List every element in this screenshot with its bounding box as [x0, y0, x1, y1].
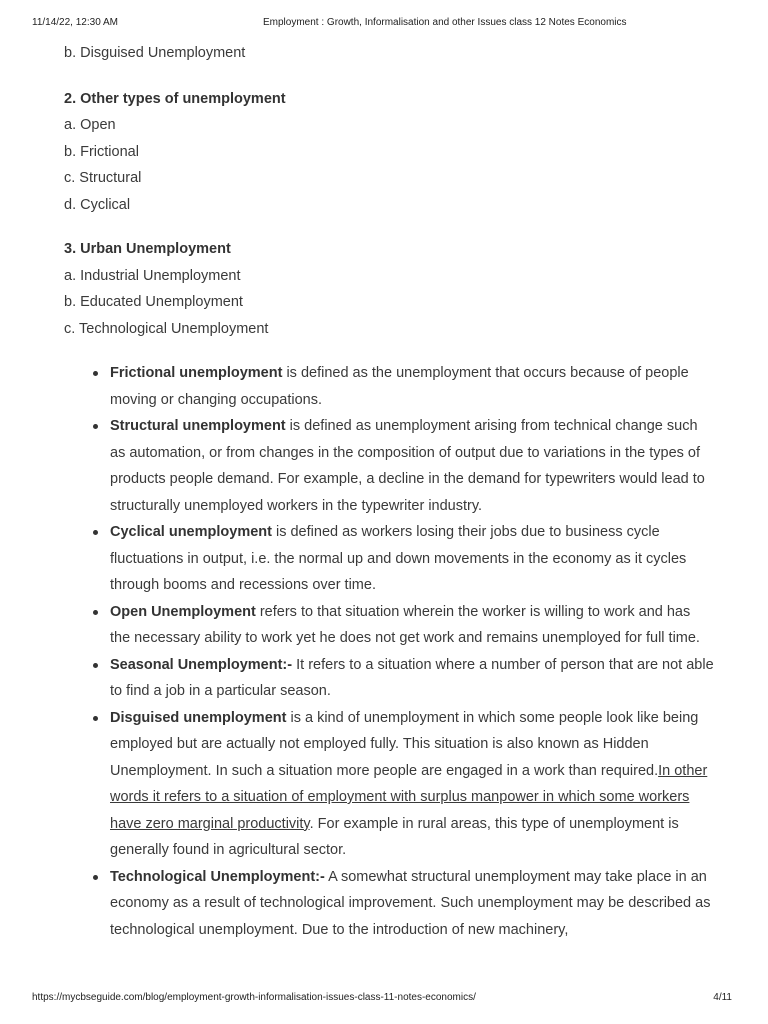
section2-heading: 2. Other types of unemployment	[64, 90, 286, 107]
definition-text: It refers to a situation where a number of person that are not able to find a job in a particular season.	[110, 656, 714, 699]
page-number: 4/11	[713, 992, 732, 1003]
page-url: https://mycbseguide.com/blog/employment-growth-informalisation-issues-class-11-notes-economics/	[32, 992, 476, 1003]
underlined-text: In other words it refers to a situation of employment with surplus manpower in which some workers have zero marginal productivity	[110, 762, 708, 832]
section2-item: a. Open	[64, 117, 116, 133]
definition-term: Open Unemployment	[110, 603, 256, 620]
definition-term: Structural unemployment	[110, 418, 286, 434]
section3-item: c. Technological Unemployment	[64, 320, 269, 337]
section3-item: a. Industrial Unemployment	[64, 267, 241, 284]
definition-text: is defined as workers losing their jobs due to business cycle fluctuations in output, i.e. the normal up and down movements in the economy as it cycles through booms and recessions over time.	[110, 524, 687, 593]
definition-term: Seasonal Unemployment:-	[110, 656, 293, 673]
definition-item	[64, 360, 714, 413]
definition-text: is defined as unemployment arising from technical change such as automation, or from changes in the composition of output due to variations in the types of products people demand. For example, a decline in the demand for typewriters would lead to structurally unemployed workers in the typewriter industry.	[110, 418, 705, 514]
section2-item: d. Cyclical	[64, 196, 131, 213]
definition-item	[64, 599, 714, 652]
definition-text: is defined as the unemployment that occurs because of people moving or changing occupations.	[110, 365, 689, 408]
definition-item	[64, 864, 714, 944]
article-content	[64, 40, 714, 943]
print-header	[32, 17, 736, 31]
definition-term: Frictional unemployment	[110, 365, 283, 381]
section3-item: b. Educated Unemployment	[64, 294, 243, 310]
definition-item	[64, 705, 714, 864]
print-footer	[32, 992, 736, 1006]
section1-item: b. Disguised Unemployment	[64, 45, 246, 61]
definitions-list	[64, 360, 714, 943]
definition-text-after: . For example in rural areas, this type of unemployment is generally found in agricultural sector.	[110, 815, 679, 858]
print-title: Employment : Growth, Informalisation and other Issues class 12 Notes Economics	[263, 17, 627, 28]
definition-text: is a kind of unemployment in which some people look like being employed but are actually not employed fully. This situation is also known as Hidden Unemployment. In such a situation more people are engaged in a work than required.	[110, 709, 699, 779]
definition-term: Disguised unemployment	[110, 709, 287, 726]
definition-item	[64, 413, 714, 519]
definition-text: refers to that situation wherein the worker is willing to work and has the necessary ability to work yet he does not get work and remains unemployed for full time.	[110, 603, 700, 646]
definition-term: Cyclical unemployment	[110, 524, 272, 540]
definition-item	[64, 652, 714, 705]
section2-item: c. Structural	[64, 170, 142, 186]
section3-heading: 3. Urban Unemployment	[64, 241, 231, 257]
print-date: 11/14/22, 12:30 AM	[32, 17, 118, 28]
definition-item	[64, 519, 714, 599]
definition-term: Technological Unemployment:-	[110, 868, 325, 885]
section2-item: b. Frictional	[64, 143, 139, 160]
definition-text: A somewhat structural unemployment may take place in an economy as a result of technological improvement. Such unemployment may be described as technological unemployment. Due to the introduction of new machinery,	[110, 868, 711, 938]
